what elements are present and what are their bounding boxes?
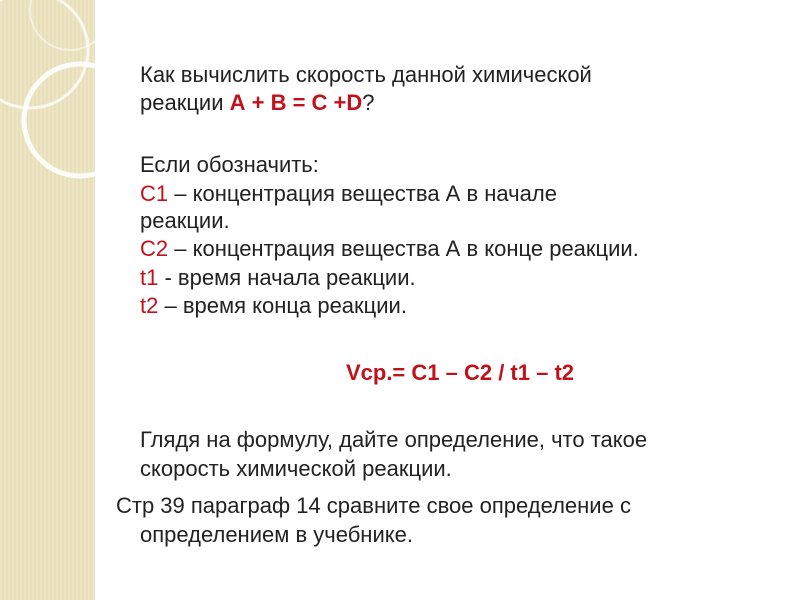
c2-text: – концентрация вещества А в конце реакции. xyxy=(168,236,639,261)
def-c1 xyxy=(140,181,557,207)
t1-text: - время начала реакции. xyxy=(158,265,416,290)
question-line-2 xyxy=(140,90,375,116)
def-c2 xyxy=(140,236,639,262)
textbook-line-1: Стр 39 параграф 14 сравните свое определение с xyxy=(116,493,631,518)
def-c1-cont: реакции. xyxy=(140,208,230,233)
def-t1 xyxy=(140,265,416,291)
t2-text: – время конца реакции. xyxy=(158,293,407,318)
definitions-intro: Если обозначить: xyxy=(140,152,319,177)
question-prefix: реакции xyxy=(140,90,230,115)
task-line-1: Глядя на формулу, дайте определение, что такое xyxy=(140,427,648,452)
c1-text: – концентрация вещества А в начале xyxy=(168,181,557,206)
c2-symbol: C2 xyxy=(140,236,169,261)
def-t2 xyxy=(140,293,407,319)
textbook-line-2: определением в учебнике. xyxy=(140,522,413,547)
reaction-equation: А + В = С +D xyxy=(229,90,363,115)
question-line-1: Как вычислить скорость данной химической xyxy=(140,62,592,87)
c1-symbol: C1 xyxy=(140,181,169,206)
question-suffix: ? xyxy=(362,90,375,115)
task-line-2: скорость химической реакции. xyxy=(140,456,452,481)
t2-symbol: t2 xyxy=(140,293,159,318)
speed-formula: Vср.= C1 – C2 / t1 – t2 xyxy=(345,360,575,385)
t1-symbol: t1 xyxy=(140,265,159,290)
